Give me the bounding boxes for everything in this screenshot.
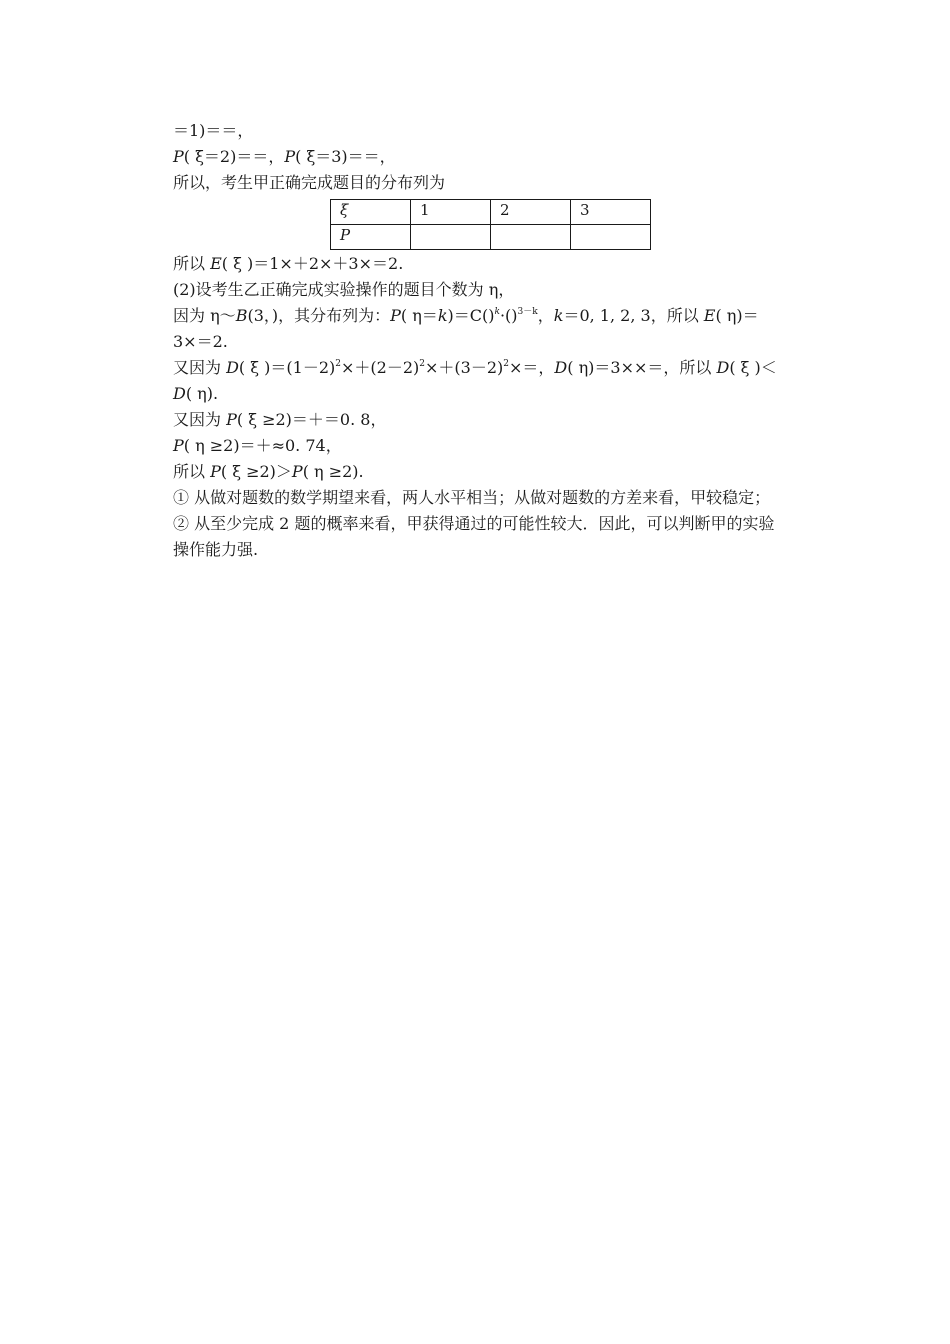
text-line: 又因为 P( ξ ≥2)＝＋＝0. 8， [173,410,387,429]
text-line: 操作能力强. [173,540,259,559]
distribution-table [330,199,651,250]
text-line: 3×＝2. [173,332,228,351]
text-line: 所以 P( ξ ≥2)＞P( η ≥2). [173,462,364,481]
text-line: 所以，考生甲正确完成题目的分布列为 [173,173,446,192]
table-header-cell: ξ [331,200,411,225]
table-row-label: P [331,225,411,250]
table-cell [411,225,491,250]
text-line: 所以 E( ξ )＝1×＋2×＋3×＝2. [173,254,404,273]
table-header-cell: 3 [571,200,651,225]
text-line: ＝1)＝＝， [173,121,254,140]
text-line: 又因为 D( ξ )$=(1-2)^2\times+(2-2)^2\times+(3-2)^2\times=$，D( η)＝3××＝，所以 D( ξ )＜ [173,358,777,377]
solution-text [173,118,813,563]
text-line: ① 从做对题数的数学期望来看，两人水平相当；从做对题数的方差来看，甲较稳定； [173,488,771,507]
text-line: D( η). [173,384,219,403]
table-cell [491,225,571,250]
text-line: (2)设考生乙正确完成实验操作的题目个数为 η， [173,280,515,299]
text-line: P( η ≥2)＝＋≈0. 74， [173,436,342,455]
table-header-cell: 1 [411,200,491,225]
table-cell [571,225,651,250]
table-header-cell: 2 [491,200,571,225]
table-row [331,225,651,250]
text-line: P( ξ＝2)＝＝，P( ξ＝3)＝＝， [173,147,396,166]
text-line: 因为 η～B(3，)，其分布列为：P( η＝k)＝C()$^k$·()$^{3-k}$，k＝0, 1, 2, 3，所以 E( η)＝ [173,306,759,325]
text-line: ② 从至少完成 2 题的概率来看，甲获得通过的可能性较大．因此，可以判断甲的实验 [173,514,775,533]
table-row [331,200,651,225]
